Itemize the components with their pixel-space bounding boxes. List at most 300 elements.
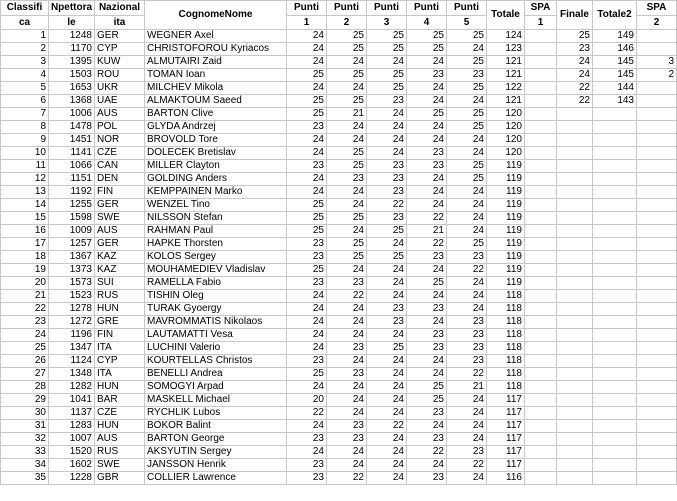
cell-points-5[interactable]: 24 — [447, 199, 487, 212]
cell-points-3[interactable]: 22 — [367, 199, 407, 212]
cell-nationality[interactable]: UKR — [95, 82, 145, 95]
cell-total[interactable]: 118 — [487, 355, 525, 368]
header-points-3-num[interactable]: 3 — [367, 16, 407, 30]
cell-points-1[interactable]: 24 — [287, 186, 327, 199]
cell-bib[interactable]: 1170 — [49, 43, 95, 56]
cell-position[interactable]: 27 — [1, 368, 49, 381]
cell-spa-1[interactable] — [525, 160, 557, 173]
header-points-1[interactable]: Punti — [287, 1, 327, 16]
cell-points-2[interactable]: 22 — [327, 290, 367, 303]
cell-spa-2[interactable] — [637, 381, 677, 394]
cell-nationality[interactable]: CYP — [95, 355, 145, 368]
cell-total-2[interactable] — [593, 199, 637, 212]
cell-points-5[interactable]: 25 — [447, 160, 487, 173]
cell-nationality[interactable]: KAZ — [95, 264, 145, 277]
cell-name[interactable]: KOLOS Sergey — [145, 251, 287, 264]
cell-points-3[interactable]: 24 — [367, 407, 407, 420]
cell-final[interactable]: 24 — [557, 56, 593, 69]
cell-final[interactable]: 22 — [557, 82, 593, 95]
cell-points-5[interactable]: 23 — [447, 355, 487, 368]
cell-total-2[interactable]: 146 — [593, 43, 637, 56]
header-spa-2[interactable]: SPA — [637, 1, 677, 16]
cell-points-1[interactable]: 24 — [287, 446, 327, 459]
cell-points-3[interactable]: 23 — [367, 173, 407, 186]
cell-spa-1[interactable] — [525, 459, 557, 472]
cell-nationality[interactable]: GRE — [95, 316, 145, 329]
cell-points-3[interactable]: 23 — [367, 186, 407, 199]
cell-spa-2[interactable] — [637, 407, 677, 420]
cell-points-1[interactable]: 25 — [287, 95, 327, 108]
cell-points-4[interactable]: 24 — [407, 82, 447, 95]
cell-spa-2[interactable] — [637, 355, 677, 368]
cell-points-5[interactable]: 23 — [447, 316, 487, 329]
cell-points-4[interactable]: 25 — [407, 30, 447, 43]
cell-points-2[interactable]: 23 — [327, 420, 367, 433]
cell-points-5[interactable]: 24 — [447, 225, 487, 238]
cell-spa-2[interactable] — [637, 420, 677, 433]
cell-name[interactable]: WEGNER Axel — [145, 30, 287, 43]
cell-points-3[interactable]: 24 — [367, 147, 407, 160]
cell-total[interactable]: 119 — [487, 160, 525, 173]
cell-spa-1[interactable] — [525, 303, 557, 316]
cell-total[interactable]: 118 — [487, 303, 525, 316]
cell-bib[interactable]: 1141 — [49, 147, 95, 160]
cell-total-2[interactable] — [593, 251, 637, 264]
cell-points-1[interactable]: 24 — [287, 342, 327, 355]
cell-final[interactable] — [557, 212, 593, 225]
cell-name[interactable]: MASKELL Michael — [145, 394, 287, 407]
cell-final[interactable] — [557, 472, 593, 485]
cell-bib[interactable]: 1192 — [49, 186, 95, 199]
cell-spa-1[interactable] — [525, 69, 557, 82]
cell-total-2[interactable] — [593, 121, 637, 134]
cell-total[interactable]: 121 — [487, 69, 525, 82]
cell-final[interactable] — [557, 446, 593, 459]
cell-bib[interactable]: 1523 — [49, 290, 95, 303]
cell-nationality[interactable]: ROU — [95, 69, 145, 82]
cell-spa-1[interactable] — [525, 381, 557, 394]
cell-points-5[interactable]: 25 — [447, 30, 487, 43]
cell-points-4[interactable]: 22 — [407, 446, 447, 459]
cell-total[interactable]: 118 — [487, 290, 525, 303]
cell-points-1[interactable]: 20 — [287, 394, 327, 407]
cell-total[interactable]: 118 — [487, 329, 525, 342]
cell-points-2[interactable]: 24 — [327, 225, 367, 238]
cell-spa-2[interactable] — [637, 160, 677, 173]
cell-points-4[interactable]: 24 — [407, 186, 447, 199]
cell-total[interactable]: 117 — [487, 394, 525, 407]
cell-spa-1[interactable] — [525, 212, 557, 225]
cell-points-3[interactable]: 24 — [367, 459, 407, 472]
cell-bib[interactable]: 1282 — [49, 381, 95, 394]
cell-points-3[interactable]: 25 — [367, 82, 407, 95]
cell-spa-1[interactable] — [525, 355, 557, 368]
cell-name[interactable]: RAHMAN Paul — [145, 225, 287, 238]
cell-points-3[interactable]: 24 — [367, 290, 407, 303]
cell-points-4[interactable]: 23 — [407, 69, 447, 82]
cell-points-2[interactable]: 24 — [327, 381, 367, 394]
cell-spa-2[interactable] — [637, 251, 677, 264]
cell-points-2[interactable]: 22 — [327, 472, 367, 485]
cell-position[interactable]: 35 — [1, 472, 49, 485]
cell-total[interactable]: 117 — [487, 433, 525, 446]
cell-total-2[interactable] — [593, 264, 637, 277]
cell-bib[interactable]: 1137 — [49, 407, 95, 420]
cell-points-4[interactable]: 23 — [407, 433, 447, 446]
cell-points-4[interactable]: 23 — [407, 251, 447, 264]
cell-name[interactable]: WENZEL Tino — [145, 199, 287, 212]
cell-nationality[interactable]: GER — [95, 238, 145, 251]
cell-nationality[interactable]: GER — [95, 30, 145, 43]
cell-points-3[interactable]: 25 — [367, 225, 407, 238]
cell-position[interactable]: 29 — [1, 394, 49, 407]
cell-spa-1[interactable] — [525, 147, 557, 160]
cell-spa-1[interactable] — [525, 472, 557, 485]
cell-total[interactable]: 119 — [487, 199, 525, 212]
cell-final[interactable] — [557, 394, 593, 407]
cell-points-4[interactable]: 23 — [407, 147, 447, 160]
cell-total-2[interactable] — [593, 160, 637, 173]
cell-position[interactable]: 9 — [1, 134, 49, 147]
cell-points-5[interactable]: 22 — [447, 264, 487, 277]
cell-name[interactable]: MAVROMMATIS Nikolaos — [145, 316, 287, 329]
header-bib[interactable]: Npettora — [49, 1, 95, 16]
cell-points-1[interactable]: 24 — [287, 420, 327, 433]
cell-points-2[interactable]: 24 — [327, 186, 367, 199]
cell-spa-1[interactable] — [525, 264, 557, 277]
cell-position[interactable]: 15 — [1, 212, 49, 225]
cell-spa-1[interactable] — [525, 121, 557, 134]
cell-points-2[interactable]: 23 — [327, 173, 367, 186]
cell-total[interactable]: 118 — [487, 368, 525, 381]
cell-points-1[interactable]: 23 — [287, 121, 327, 134]
cell-points-3[interactable]: 25 — [367, 251, 407, 264]
cell-total-2[interactable] — [593, 342, 637, 355]
cell-name[interactable]: BARTON Clive — [145, 108, 287, 121]
header-total[interactable]: Totale — [487, 1, 525, 30]
cell-points-4[interactable]: 25 — [407, 381, 447, 394]
cell-points-1[interactable]: 23 — [287, 459, 327, 472]
cell-total[interactable]: 119 — [487, 212, 525, 225]
header-points-2[interactable]: Punti — [327, 1, 367, 16]
cell-points-1[interactable]: 25 — [287, 264, 327, 277]
cell-points-4[interactable]: 24 — [407, 290, 447, 303]
cell-points-1[interactable]: 24 — [287, 82, 327, 95]
cell-points-3[interactable]: 24 — [367, 394, 407, 407]
cell-total[interactable]: 121 — [487, 56, 525, 69]
cell-position[interactable]: 2 — [1, 43, 49, 56]
cell-name[interactable]: HAPKE Thorsten — [145, 238, 287, 251]
cell-points-1[interactable]: 24 — [287, 173, 327, 186]
cell-bib[interactable]: 1598 — [49, 212, 95, 225]
cell-nationality[interactable]: KUW — [95, 56, 145, 69]
cell-name[interactable]: RYCHLIK Lubos — [145, 407, 287, 420]
cell-spa-2[interactable] — [637, 95, 677, 108]
cell-bib[interactable]: 1196 — [49, 329, 95, 342]
cell-spa-1[interactable] — [525, 82, 557, 95]
cell-bib[interactable]: 1367 — [49, 251, 95, 264]
cell-bib[interactable]: 1478 — [49, 121, 95, 134]
cell-points-2[interactable]: 24 — [327, 459, 367, 472]
cell-name[interactable]: AKSYUTIN Sergey — [145, 446, 287, 459]
cell-spa-2[interactable] — [637, 264, 677, 277]
cell-points-2[interactable]: 24 — [327, 394, 367, 407]
cell-spa-2[interactable] — [637, 186, 677, 199]
cell-spa-1[interactable] — [525, 95, 557, 108]
cell-points-5[interactable]: 24 — [447, 186, 487, 199]
cell-nationality[interactable]: BAR — [95, 394, 145, 407]
cell-points-3[interactable]: 24 — [367, 472, 407, 485]
cell-points-4[interactable]: 24 — [407, 56, 447, 69]
cell-points-5[interactable]: 25 — [447, 238, 487, 251]
cell-bib[interactable]: 1278 — [49, 303, 95, 316]
cell-bib[interactable]: 1373 — [49, 264, 95, 277]
cell-points-5[interactable]: 24 — [447, 43, 487, 56]
cell-spa-2[interactable] — [637, 290, 677, 303]
cell-nationality[interactable]: CZE — [95, 147, 145, 160]
cell-points-3[interactable]: 24 — [367, 381, 407, 394]
cell-nationality[interactable]: HUN — [95, 381, 145, 394]
cell-points-4[interactable]: 24 — [407, 173, 447, 186]
cell-bib[interactable]: 1451 — [49, 134, 95, 147]
cell-points-3[interactable]: 23 — [367, 160, 407, 173]
cell-final[interactable] — [557, 355, 593, 368]
cell-nationality[interactable]: ITA — [95, 342, 145, 355]
cell-position[interactable]: 22 — [1, 303, 49, 316]
cell-spa-1[interactable] — [525, 173, 557, 186]
cell-points-2[interactable]: 25 — [327, 160, 367, 173]
cell-position[interactable]: 11 — [1, 160, 49, 173]
cell-spa-1[interactable] — [525, 342, 557, 355]
cell-bib[interactable]: 1348 — [49, 368, 95, 381]
cell-final[interactable] — [557, 407, 593, 420]
cell-final[interactable] — [557, 108, 593, 121]
cell-points-1[interactable]: 23 — [287, 355, 327, 368]
cell-position[interactable]: 28 — [1, 381, 49, 394]
cell-bib[interactable]: 1248 — [49, 30, 95, 43]
cell-total[interactable]: 119 — [487, 225, 525, 238]
cell-points-5[interactable]: 25 — [447, 56, 487, 69]
cell-final[interactable] — [557, 160, 593, 173]
cell-total[interactable]: 124 — [487, 30, 525, 43]
header-name[interactable]: CognomeNome — [145, 1, 287, 30]
cell-points-2[interactable]: 25 — [327, 95, 367, 108]
cell-spa-1[interactable] — [525, 394, 557, 407]
cell-total[interactable]: 118 — [487, 342, 525, 355]
cell-spa-1[interactable] — [525, 186, 557, 199]
cell-position[interactable]: 24 — [1, 329, 49, 342]
cell-spa-1[interactable] — [525, 446, 557, 459]
cell-points-3[interactable]: 23 — [367, 212, 407, 225]
cell-points-4[interactable]: 24 — [407, 459, 447, 472]
cell-total-2[interactable] — [593, 394, 637, 407]
cell-total-2[interactable] — [593, 290, 637, 303]
cell-position[interactable]: 4 — [1, 69, 49, 82]
cell-points-3[interactable]: 24 — [367, 329, 407, 342]
cell-total[interactable]: 118 — [487, 381, 525, 394]
cell-total-2[interactable] — [593, 355, 637, 368]
cell-points-4[interactable]: 24 — [407, 134, 447, 147]
cell-total-2[interactable] — [593, 147, 637, 160]
cell-points-4[interactable]: 23 — [407, 160, 447, 173]
cell-nationality[interactable]: CZE — [95, 407, 145, 420]
cell-points-3[interactable]: 25 — [367, 30, 407, 43]
cell-spa-2[interactable] — [637, 82, 677, 95]
cell-position[interactable]: 30 — [1, 407, 49, 420]
cell-spa-2[interactable] — [637, 446, 677, 459]
cell-position[interactable]: 33 — [1, 446, 49, 459]
cell-points-2[interactable]: 24 — [327, 199, 367, 212]
cell-position[interactable]: 18 — [1, 251, 49, 264]
cell-total-2[interactable] — [593, 212, 637, 225]
cell-points-1[interactable]: 24 — [287, 303, 327, 316]
cell-points-5[interactable]: 22 — [447, 459, 487, 472]
cell-position[interactable]: 16 — [1, 225, 49, 238]
cell-total-2[interactable] — [593, 303, 637, 316]
cell-total-2[interactable] — [593, 134, 637, 147]
cell-spa-2[interactable] — [637, 472, 677, 485]
cell-final[interactable] — [557, 329, 593, 342]
header-bib-cont[interactable]: le — [49, 16, 95, 30]
header-spa-1-num[interactable]: 1 — [525, 16, 557, 30]
cell-total-2[interactable] — [593, 277, 637, 290]
cell-bib[interactable]: 1520 — [49, 446, 95, 459]
cell-points-3[interactable]: 25 — [367, 342, 407, 355]
cell-points-1[interactable]: 24 — [287, 316, 327, 329]
cell-points-3[interactable]: 22 — [367, 420, 407, 433]
header-nationality-cont[interactable]: ita — [95, 16, 145, 30]
header-spa-2-num[interactable]: 2 — [637, 16, 677, 30]
cell-name[interactable]: ALMAKTOUM Saeed — [145, 95, 287, 108]
cell-total[interactable]: 116 — [487, 472, 525, 485]
cell-spa-2[interactable] — [637, 342, 677, 355]
cell-points-2[interactable]: 23 — [327, 277, 367, 290]
cell-points-1[interactable]: 23 — [287, 238, 327, 251]
cell-name[interactable]: MILLER Clayton — [145, 160, 287, 173]
cell-total-2[interactable] — [593, 368, 637, 381]
cell-nationality[interactable]: POL — [95, 121, 145, 134]
cell-total[interactable]: 122 — [487, 82, 525, 95]
cell-points-1[interactable]: 24 — [287, 290, 327, 303]
cell-points-5[interactable]: 23 — [447, 69, 487, 82]
cell-total[interactable]: 123 — [487, 43, 525, 56]
cell-points-2[interactable]: 24 — [327, 134, 367, 147]
cell-spa-1[interactable] — [525, 30, 557, 43]
cell-points-4[interactable]: 25 — [407, 43, 447, 56]
cell-name[interactable]: TOMAN Ioan — [145, 69, 287, 82]
cell-points-2[interactable]: 24 — [327, 82, 367, 95]
cell-points-2[interactable]: 25 — [327, 30, 367, 43]
cell-points-5[interactable]: 25 — [447, 173, 487, 186]
cell-points-2[interactable]: 24 — [327, 316, 367, 329]
cell-total[interactable]: 119 — [487, 186, 525, 199]
cell-points-3[interactable]: 23 — [367, 316, 407, 329]
cell-spa-2[interactable] — [637, 108, 677, 121]
cell-position[interactable]: 10 — [1, 147, 49, 160]
cell-nationality[interactable]: GER — [95, 199, 145, 212]
header-position-cont[interactable]: ca — [1, 16, 49, 30]
cell-nationality[interactable]: UAE — [95, 95, 145, 108]
cell-name[interactable]: TISHIN Oleg — [145, 290, 287, 303]
cell-spa-2[interactable] — [637, 121, 677, 134]
cell-spa-2[interactable] — [637, 394, 677, 407]
cell-bib[interactable]: 1151 — [49, 173, 95, 186]
header-points-2-num[interactable]: 2 — [327, 16, 367, 30]
cell-points-5[interactable]: 25 — [447, 82, 487, 95]
cell-total-2[interactable]: 145 — [593, 69, 637, 82]
cell-spa-1[interactable] — [525, 251, 557, 264]
header-points-3[interactable]: Punti — [367, 1, 407, 16]
cell-points-5[interactable]: 25 — [447, 121, 487, 134]
cell-final[interactable]: 24 — [557, 69, 593, 82]
cell-total[interactable]: 120 — [487, 108, 525, 121]
cell-points-3[interactable]: 24 — [367, 238, 407, 251]
cell-name[interactable]: ALMUTAIRI Zaid — [145, 56, 287, 69]
cell-bib[interactable]: 1368 — [49, 95, 95, 108]
cell-nationality[interactable]: DEN — [95, 173, 145, 186]
cell-spa-1[interactable] — [525, 407, 557, 420]
cell-final[interactable] — [557, 342, 593, 355]
cell-spa-2[interactable] — [637, 459, 677, 472]
cell-name[interactable]: LUCHINI Valerio — [145, 342, 287, 355]
cell-points-2[interactable]: 25 — [327, 212, 367, 225]
cell-points-2[interactable]: 24 — [327, 303, 367, 316]
header-total-2[interactable]: Totale2 — [593, 1, 637, 30]
cell-points-1[interactable]: 22 — [287, 407, 327, 420]
cell-total-2[interactable]: 145 — [593, 56, 637, 69]
cell-final[interactable] — [557, 420, 593, 433]
cell-nationality[interactable]: NOR — [95, 134, 145, 147]
cell-position[interactable]: 1 — [1, 30, 49, 43]
cell-points-4[interactable]: 24 — [407, 95, 447, 108]
cell-name[interactable]: KOURTELLAS Christos — [145, 355, 287, 368]
cell-spa-2[interactable] — [637, 277, 677, 290]
header-points-1-num[interactable]: 1 — [287, 16, 327, 30]
cell-points-3[interactable]: 25 — [367, 43, 407, 56]
header-points-5-num[interactable]: 5 — [447, 16, 487, 30]
cell-position[interactable]: 17 — [1, 238, 49, 251]
cell-spa-2[interactable] — [637, 212, 677, 225]
cell-points-1[interactable]: 23 — [287, 277, 327, 290]
cell-bib[interactable]: 1653 — [49, 82, 95, 95]
cell-points-1[interactable]: 23 — [287, 251, 327, 264]
cell-spa-2[interactable]: 3 — [637, 56, 677, 69]
cell-points-4[interactable]: 23 — [407, 342, 447, 355]
cell-name[interactable]: GOLDING Anders — [145, 173, 287, 186]
cell-spa-2[interactable] — [637, 329, 677, 342]
cell-final[interactable] — [557, 264, 593, 277]
cell-name[interactable]: BROVOLD Tore — [145, 134, 287, 147]
cell-position[interactable]: 5 — [1, 82, 49, 95]
cell-points-4[interactable]: 24 — [407, 368, 447, 381]
cell-points-1[interactable]: 24 — [287, 147, 327, 160]
cell-points-3[interactable]: 24 — [367, 108, 407, 121]
cell-total[interactable]: 120 — [487, 134, 525, 147]
cell-points-5[interactable]: 23 — [447, 342, 487, 355]
cell-name[interactable]: BENELLI Andrea — [145, 368, 287, 381]
cell-total-2[interactable] — [593, 186, 637, 199]
cell-bib[interactable]: 1009 — [49, 225, 95, 238]
cell-bib[interactable]: 1257 — [49, 238, 95, 251]
cell-nationality[interactable]: RUS — [95, 446, 145, 459]
cell-points-3[interactable]: 24 — [367, 368, 407, 381]
cell-points-2[interactable]: 25 — [327, 43, 367, 56]
cell-points-5[interactable]: 24 — [447, 420, 487, 433]
cell-points-4[interactable]: 22 — [407, 212, 447, 225]
cell-points-5[interactable]: 25 — [447, 108, 487, 121]
cell-spa-2[interactable] — [637, 238, 677, 251]
cell-position[interactable]: 32 — [1, 433, 49, 446]
